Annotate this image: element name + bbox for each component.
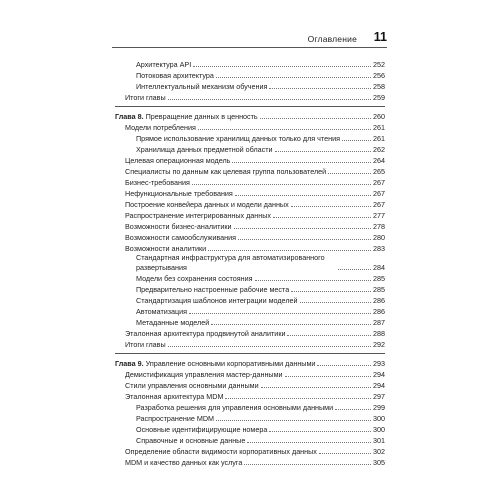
toc-entry-title: Потоковая архитектура — [136, 71, 214, 80]
toc-entry[interactable] — [115, 231, 385, 242]
toc-entry-title: Возможности аналитики — [125, 244, 207, 253]
dot-leader — [275, 151, 371, 152]
toc-page-number: 258 — [373, 82, 385, 91]
toc-page-number: 302 — [373, 447, 385, 456]
chapter-separator — [115, 106, 385, 107]
toc-page-number: 267 — [373, 200, 385, 209]
toc-entry-title — [115, 359, 315, 368]
chapter-title: Превращение данных в ценность — [145, 112, 258, 121]
toc-page-number: 292 — [373, 340, 385, 349]
toc-entry[interactable] — [115, 80, 385, 91]
dot-leader — [235, 195, 371, 196]
toc-entry-title: Основные идентифицирующие номера — [136, 425, 268, 434]
toc-entry[interactable] — [115, 390, 385, 401]
dot-leader — [328, 173, 371, 174]
running-header — [112, 28, 387, 48]
toc-entry[interactable] — [115, 379, 385, 390]
dot-leader — [168, 346, 371, 347]
dot-leader — [285, 376, 371, 377]
toc-page-number: 305 — [373, 458, 385, 467]
dot-leader — [260, 118, 371, 119]
toc-entry-title: Эталонная архитектура продвинутой аналитики — [125, 329, 286, 338]
dot-leader — [189, 313, 371, 314]
toc-entry[interactable] — [115, 242, 385, 253]
dot-leader — [273, 217, 371, 218]
toc-page-number: 265 — [373, 167, 385, 176]
toc-entry[interactable] — [115, 154, 385, 165]
toc-entry[interactable] — [115, 176, 385, 187]
dot-leader — [300, 302, 371, 303]
toc-entry-title: Метаданные моделей — [136, 318, 210, 327]
dot-leader — [255, 280, 372, 281]
toc-page-number: 286 — [373, 296, 385, 305]
chapter-label: Глава 9. — [115, 359, 144, 368]
toc-page-number: 283 — [373, 244, 385, 253]
toc-entry-title: Возможности самообслуживания — [125, 233, 236, 242]
dot-leader — [261, 387, 371, 388]
toc-entry-title: Итоги главы — [125, 93, 166, 102]
chapter-label: Глава 8. — [115, 112, 144, 121]
toc-entry-title: Справочные и основные данные — [136, 436, 246, 445]
toc-page-number: 278 — [373, 222, 385, 231]
toc-entry[interactable] — [115, 283, 385, 294]
toc-entry-title: Стандартизация шаблонов интеграции моделей — [136, 296, 298, 305]
toc-chapter-entry[interactable] — [115, 110, 385, 121]
toc-page-number: 300 — [373, 425, 385, 434]
dot-leader — [216, 420, 371, 421]
toc-page-number: 277 — [373, 211, 385, 220]
dot-leader — [269, 88, 371, 89]
toc-page-number: 284 — [373, 263, 385, 272]
toc-page-number: 280 — [373, 233, 385, 242]
chapter-separator — [115, 353, 385, 354]
toc-entry[interactable] — [115, 165, 385, 176]
toc-entry-title: Распространение интегрированных данных — [125, 211, 271, 220]
dot-leader — [342, 140, 371, 141]
toc-entry[interactable] — [115, 456, 385, 467]
toc-entry-title: Демистификация управления мастер-данными — [125, 370, 283, 379]
toc-page-number: 285 — [373, 274, 385, 283]
toc-entry-title: Построение конвейера данных и модели данных — [125, 200, 289, 209]
toc-page-number: 297 — [373, 392, 385, 401]
toc-page-number: 259 — [373, 93, 385, 102]
dot-leader — [317, 365, 371, 366]
toc-page-number: 261 — [373, 123, 385, 132]
dot-leader — [238, 239, 371, 240]
toc-entry[interactable] — [115, 143, 385, 154]
dot-leader — [247, 442, 371, 443]
toc-entry-title: Хранилища данных предметной области — [136, 145, 273, 154]
toc-entry-title: Целевая операционная модель — [125, 156, 231, 165]
toc-entry-title: Распространение MDM — [136, 414, 215, 423]
toc-entry-title: Специалисты по данным как целевая группа пользователей — [125, 167, 327, 176]
running-header-title: Оглавление — [307, 34, 357, 44]
toc-entry-title: Архитектура API — [136, 60, 192, 69]
toc-page-number: 261 — [373, 134, 385, 143]
toc-page-number: 264 — [373, 156, 385, 165]
toc-entry-title: Автоматизация — [136, 307, 188, 316]
dot-leader — [335, 409, 371, 410]
toc-page-number: 256 — [373, 71, 385, 80]
toc-entry-title: Возможности бизнес-аналитики — [125, 222, 232, 231]
toc-page-number: 294 — [373, 370, 385, 379]
toc-entry[interactable] — [115, 423, 385, 434]
toc-entry-title: Предварительно настроенные рабочие места — [136, 285, 290, 294]
dot-leader — [244, 464, 371, 465]
toc-page-number: 262 — [373, 145, 385, 154]
dot-leader — [319, 453, 371, 454]
toc-entry[interactable] — [115, 294, 385, 305]
toc-entry[interactable] — [115, 253, 385, 272]
toc-entry[interactable] — [115, 412, 385, 423]
header-rule — [112, 47, 387, 48]
dot-leader — [211, 324, 371, 325]
table-of-contents — [115, 58, 385, 467]
dot-leader — [208, 250, 371, 251]
chapter-title: Управление основными корпоративными данными — [145, 359, 316, 368]
toc-page-number: 287 — [373, 318, 385, 327]
dot-leader — [168, 99, 371, 100]
toc-entry[interactable] — [115, 316, 385, 327]
toc-entry[interactable] — [115, 187, 385, 198]
toc-page-number: 300 — [373, 414, 385, 423]
dot-leader — [234, 228, 371, 229]
dot-leader — [198, 129, 371, 130]
toc-page-number: 267 — [373, 189, 385, 198]
dot-leader — [287, 335, 371, 336]
toc-entry-title: Нефункциональные требования — [125, 189, 233, 198]
toc-entry-title: Эталонная архитектура MDM — [125, 392, 224, 401]
toc-entry[interactable] — [115, 132, 385, 143]
toc-entry-title: Модели потребления — [125, 123, 196, 132]
toc-page-number: 286 — [373, 307, 385, 316]
dot-leader — [291, 291, 371, 292]
toc-entry[interactable] — [115, 58, 385, 69]
dot-leader — [225, 398, 371, 399]
dot-leader — [192, 184, 371, 185]
toc-entry[interactable] — [115, 220, 385, 231]
toc-entry[interactable] — [115, 401, 385, 412]
toc-entry-title: Прямое использование хранилищ данных только для чтения — [136, 134, 341, 143]
toc-page-number: 252 — [373, 60, 385, 69]
toc-chapter-entry[interactable] — [115, 357, 385, 368]
toc-entry-title: Бизнес-требования — [125, 178, 190, 187]
toc-page-number: 294 — [373, 381, 385, 390]
toc-entry[interactable] — [115, 445, 385, 456]
dot-leader — [216, 77, 371, 78]
toc-page-number: 293 — [373, 359, 385, 368]
toc-entry[interactable] — [115, 91, 385, 102]
toc-entry-title: Стили управления основными данными — [125, 381, 259, 390]
toc-entry-title: Модели без сохранения состояния — [136, 274, 253, 283]
toc-page-number: 299 — [373, 403, 385, 412]
toc-entry[interactable] — [115, 121, 385, 132]
toc-page-number: 267 — [373, 178, 385, 187]
toc-entry-title: Разработка решения для управления основными данными — [136, 403, 334, 412]
toc-page-number: 288 — [373, 329, 385, 338]
toc-entry-title: Определение области видимости корпоративных данных — [125, 447, 317, 456]
toc-entry[interactable] — [115, 209, 385, 220]
toc-entry[interactable] — [115, 338, 385, 349]
toc-entry[interactable] — [115, 305, 385, 316]
toc-entry-title — [115, 112, 258, 121]
toc-entry[interactable] — [115, 368, 385, 379]
toc-entry[interactable] — [115, 327, 385, 338]
toc-page-number: 301 — [373, 436, 385, 445]
page-number: 11 — [373, 30, 387, 44]
dot-leader — [232, 162, 371, 163]
toc-entry[interactable] — [115, 69, 385, 80]
dot-leader — [291, 206, 371, 207]
toc-page-number: 285 — [373, 285, 385, 294]
dot-leader — [338, 269, 371, 270]
toc-entry[interactable] — [115, 434, 385, 445]
toc-entry-title: Интеллектуальный механизм обучения — [136, 82, 268, 91]
toc-entry-title: Итоги главы — [125, 340, 166, 349]
toc-entry[interactable] — [115, 198, 385, 209]
dot-leader — [193, 66, 371, 67]
toc-page-number: 260 — [373, 112, 385, 121]
toc-entry-title: MDM и качество данных как услуга — [125, 458, 243, 467]
toc-entry-title: Стандартная инфраструктура для автоматизированного развертывания — [136, 253, 325, 272]
dot-leader — [269, 431, 371, 432]
toc-entry[interactable] — [115, 272, 385, 283]
